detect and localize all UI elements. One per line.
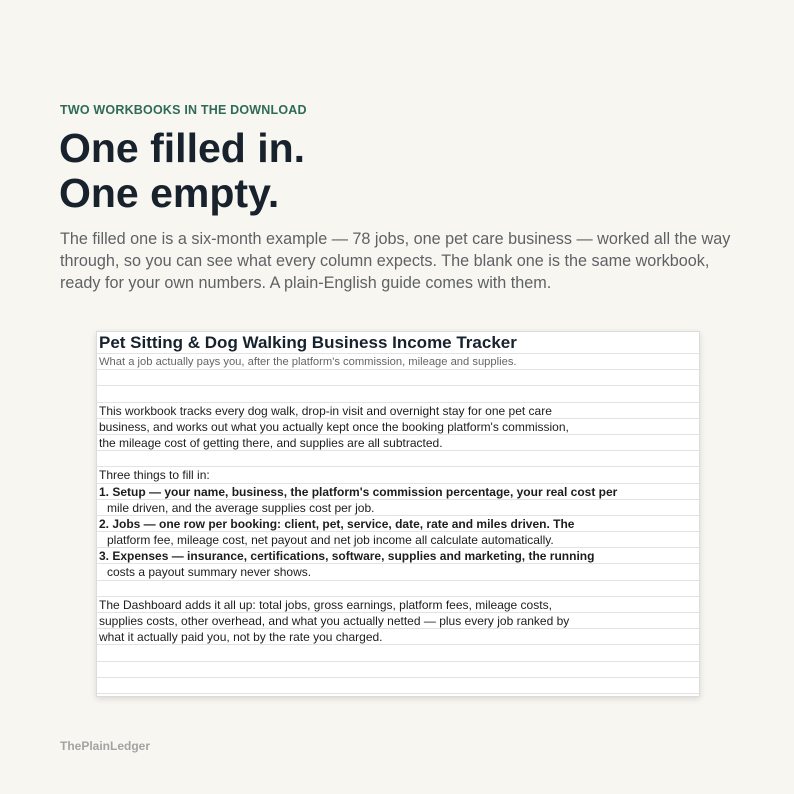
sheet-step-jobs-detail: platform fee, mileage cost, net payout and net job income all calculate automatically. bbox=[97, 532, 699, 548]
sheet-empty-row bbox=[97, 662, 699, 678]
sheet-intro-line: This workbook tracks every dog walk, drop-in visit and overnight stay for one pet care bbox=[97, 403, 699, 419]
sheet-step-setup: 1. Setup — your name, business, the platform's commission percentage, your real cost per bbox=[97, 484, 699, 500]
sheet-intro-line: the mileage cost of getting there, and supplies are all subtracted. bbox=[97, 435, 699, 451]
sheet-empty-row bbox=[97, 386, 699, 402]
sheet-empty-row bbox=[97, 451, 699, 467]
brand-logo-text: ThePlainLedger bbox=[60, 739, 151, 753]
sheet-step-expenses-detail: costs a payout summary never shows. bbox=[97, 564, 699, 580]
sheet-dashboard-line: supplies costs, other overhead, and what you actually netted — plus every job ranked by bbox=[97, 613, 699, 629]
spreadsheet-preview bbox=[96, 331, 700, 697]
headline bbox=[59, 126, 305, 216]
lede-paragraph: The filled one is a six-month example — 78 jobs, one pet care business — worked all the way through, so you can see what every column expects. The blank one is the same workbook, ready for your own numbers. A plain-English guide comes with them. bbox=[60, 230, 731, 292]
sheet-title: Pet Sitting & Dog Walking Business Income Tracker bbox=[97, 332, 699, 354]
sheet-fill-heading: Three things to fill in: bbox=[97, 467, 699, 483]
sheet-intro-line: business, and works out what you actually kept once the booking platform's commission, bbox=[97, 419, 699, 435]
headline-line-2: One empty. bbox=[59, 170, 280, 216]
sheet-dashboard-line: what it actually paid you, not by the rate you charged. bbox=[97, 629, 699, 645]
eyebrow-label: TWO WORKBOOKS IN THE DOWNLOAD bbox=[60, 103, 307, 117]
sheet-empty-row bbox=[97, 581, 699, 597]
sheet-step-expenses: 3. Expenses — insurance, certifications, software, supplies and marketing, the running bbox=[97, 548, 699, 564]
sheet-empty-row bbox=[97, 370, 699, 386]
sheet-empty-row bbox=[97, 645, 699, 661]
sheet-empty-row bbox=[97, 678, 699, 694]
sheet-dashboard-line: The Dashboard adds it all up: total jobs, gross earnings, platform fees, mileage costs, bbox=[97, 597, 699, 613]
sheet-step-jobs: 2. Jobs — one row per booking: client, pet, service, date, rate and miles driven. The bbox=[97, 516, 699, 532]
sheet-step-setup-detail: mile driven, and the average supplies cost per job. bbox=[97, 500, 699, 516]
sheet-subtitle: What a job actually pays you, after the platform's commission, mileage and supplies. bbox=[97, 354, 699, 370]
headline-line-1: One filled in. bbox=[59, 125, 306, 171]
